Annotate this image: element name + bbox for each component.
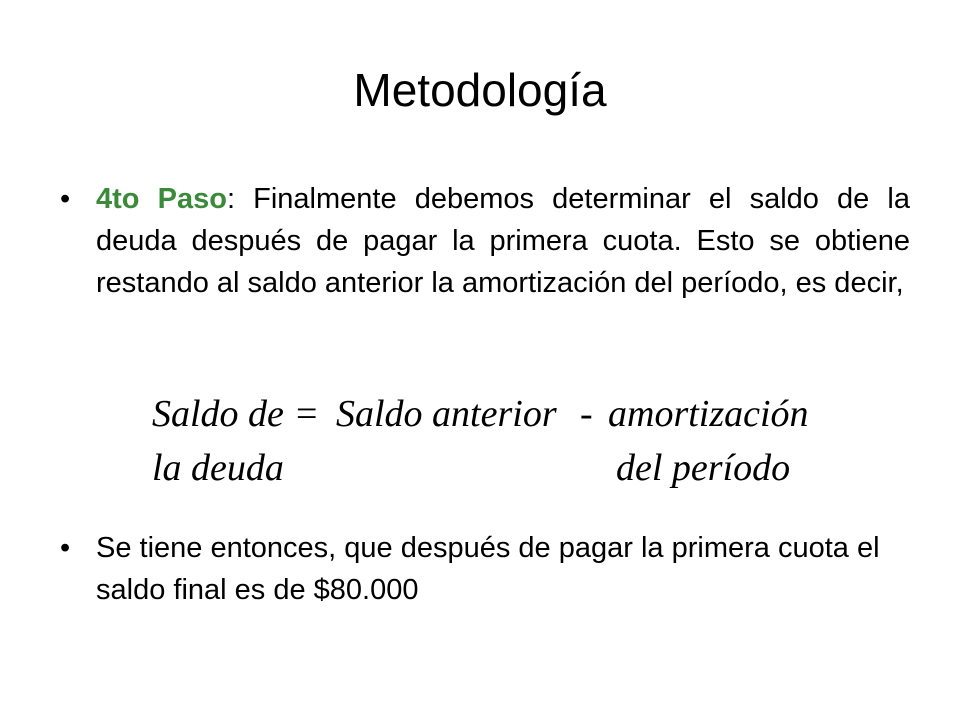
slide-title: Metodología [353, 64, 607, 116]
bullet-marker: • [60, 532, 71, 564]
formula-lhs-line2: la deuda [152, 447, 284, 489]
formula-rhs-term2-line2: del período [616, 447, 791, 489]
bullet-step-4 [60, 178, 910, 304]
bullet-text [96, 178, 910, 304]
bullet-marker: • [60, 183, 71, 215]
bullet-text: Se tiene entonces, que después de pagar la primera cuota el saldo final es de $80.000 [96, 532, 880, 606]
formula-lhs-line1: Saldo de [152, 393, 284, 435]
formula-rhs-term1: Saldo anterior [336, 393, 557, 435]
balance-formula [148, 392, 848, 492]
formula-rhs-term2-line1: amortización [608, 393, 809, 435]
formula-minus: - [580, 393, 593, 435]
step-label: 4to Paso [96, 183, 227, 215]
formula-equals: = [296, 393, 318, 435]
step-description: : Finalmente debemos determinar el saldo de la deuda después de pagar la primera cuota. Esto se obtiene restando al saldo anterior la amortización del período, es decir, [96, 183, 910, 299]
bullet-conclusion [60, 527, 910, 611]
